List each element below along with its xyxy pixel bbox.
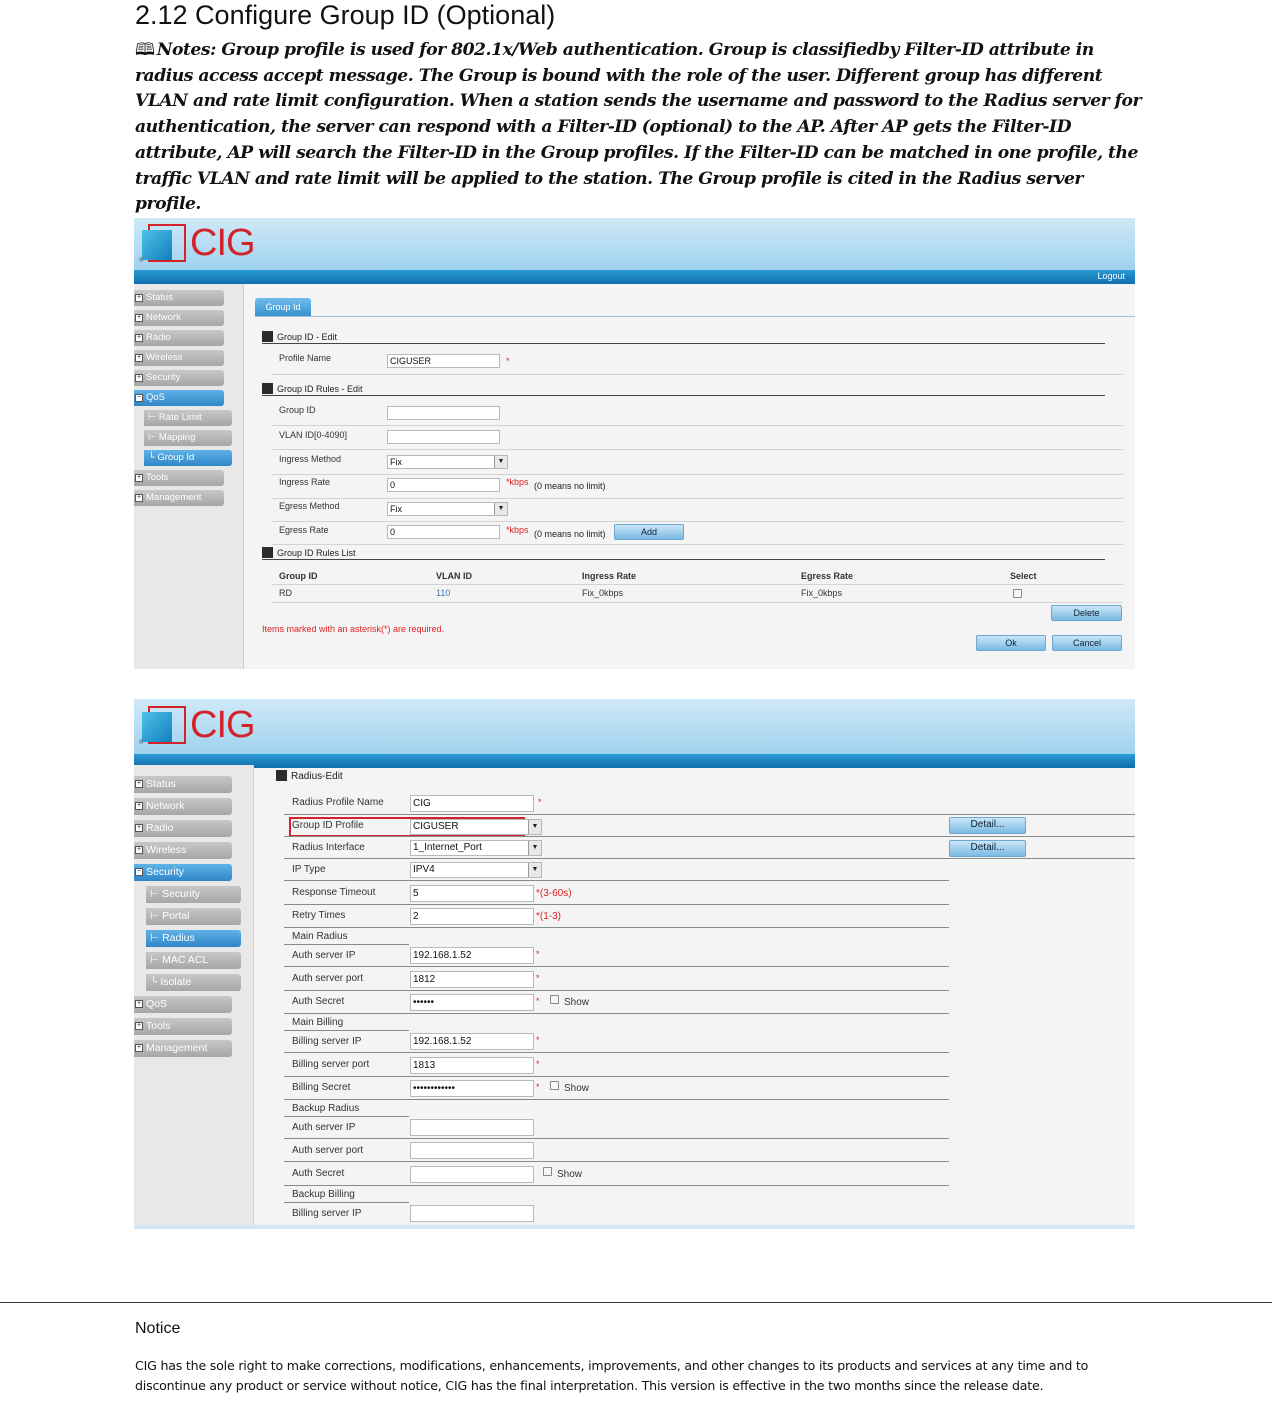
chevron-down-icon: ▼ <box>494 503 507 515</box>
sidebar-sub-mac-acl[interactable]: ⊢ MAC ACL <box>146 952 241 969</box>
required-note: Items marked with an asterisk(*) are required. <box>262 624 445 634</box>
footer-divider <box>0 1302 1272 1303</box>
top-nav-bar <box>134 754 1135 768</box>
chevron-down-icon: ▼ <box>528 841 541 855</box>
logout-link[interactable]: Logout <box>1097 271 1125 281</box>
top-nav-bar <box>134 270 1135 284</box>
header-banner <box>134 218 1135 270</box>
sidebar-item-qos[interactable]: + QoS <box>134 996 232 1013</box>
backup-auth-secret-label: Auth Secret <box>292 1168 345 1179</box>
chevron-down-icon: ▼ <box>528 863 541 877</box>
auth-server-ip-label: Auth server IP <box>292 950 356 961</box>
backup-auth-server-ip-input[interactable] <box>410 1119 534 1136</box>
group-id-input[interactable] <box>387 406 500 420</box>
billing-server-port-input[interactable]: 1813 <box>410 1057 534 1074</box>
backup-auth-secret-input[interactable] <box>410 1166 534 1183</box>
show-backup-auth-secret-checkbox[interactable] <box>543 1167 552 1176</box>
header-banner <box>134 699 1135 754</box>
backup-billing-server-ip-label: Billing server IP <box>292 1208 362 1219</box>
section-radius-edit: Radius-Edit <box>276 770 343 782</box>
sidebar-item-wireless[interactable]: + Wireless <box>134 350 224 366</box>
auth-server-port-input[interactable]: 1812 <box>410 971 534 988</box>
backup-auth-server-ip-label: Auth server IP <box>292 1122 356 1133</box>
radius-edit-screenshot: ® CIG + Status + Network + Radio + Wireless − Security ⊢ Security ⊢ Portal ⊢ Radius ⊢ MAC ACL └ Isolate + QoS + Tools + Management Radius-Edit Radius Profile Name CIG * Group ID Profile CIGUSER ▼ Detail... Radius Interface 1_Internet_Port ▼ Detail... IP Type IPV4 ▼ Response Timeout 5 *(3-60s) Retry Times 2 *(1-3) Main Radius Auth server IP 192.168.1.52 * Auth server port 1812 * Auth Secret •••••• * Show Main Billing Billing server IP 192.168.1.52 * Billing server port 1813 * Billing Secret •••••••••••• * Show Backup Radius Auth server IP Auth server port Auth Secret Show Backup Billing Billing server IP <box>134 699 1135 1229</box>
billing-secret-label: Billing Secret <box>292 1082 351 1093</box>
row-select-checkbox[interactable] <box>1013 589 1022 598</box>
main-billing-heading: Main Billing <box>292 1017 344 1028</box>
egress-rate-input[interactable]: 0 <box>387 525 500 539</box>
radius-profile-name-input[interactable]: CIG <box>410 795 534 812</box>
radius-interface-label: Radius Interface <box>292 842 365 853</box>
chevron-down-icon: ▼ <box>528 820 541 834</box>
egress-method-label: Egress Method <box>279 501 340 511</box>
ingress-method-label: Ingress Method <box>279 454 342 464</box>
radius-profile-name-label: Radius Profile Name <box>292 797 384 808</box>
notice-title: Notice <box>135 1320 181 1337</box>
egress-rate-label: Egress Rate <box>279 525 329 535</box>
vlan-id-label: VLAN ID[0-4090] <box>279 430 348 440</box>
cig-logo: ® CIG <box>139 704 255 746</box>
notice-text: CIG has the sole right to make corrections, modifications, enhancements, improvements, and other changes to its products and services at any time and to discontinue any product or service without notice, CIG has the final interpretation. This version is effective in the two months since the release date. <box>135 1358 1089 1393</box>
sidebar-item-status[interactable]: + Status <box>134 290 224 306</box>
egress-method-select[interactable]: Fix ▼ <box>387 502 508 516</box>
billing-server-ip-label: Billing server IP <box>292 1036 362 1047</box>
profile-name-label: Profile Name <box>279 353 332 363</box>
cancel-button[interactable]: Cancel <box>1052 635 1122 651</box>
notes-paragraph <box>135 38 1145 218</box>
ingress-method-select[interactable]: Fix ▼ <box>387 455 508 469</box>
group-id-profile-select[interactable]: CIGUSER ▼ <box>410 819 542 835</box>
backup-billing-heading: Backup Billing <box>292 1189 355 1200</box>
table-cell: 110 <box>436 588 451 598</box>
notes-text: Notes: Group profile is used for 802.1x/Web authentication. Group is classifiedby Filter-ID attribute in radius access accept message. The Group is bound with the role of the user. Different group has different VLAN and rate limit configuration. When a station sends the username and password to the Radius server for authentication, the server can respond with a Filter-ID (optional) to the AP. After AP gets the Filter-ID attribute, AP will search the Filter-ID in the Group profiles. If the Filter-ID can be matched in one profile, the traffic VLAN and rate limit will be applied to the station. The Group profile is cited in the Radius server profile. <box>135 40 1142 215</box>
group-id-profile-label: Group ID Profile <box>292 820 364 831</box>
sidebar-item-status[interactable]: + Status <box>134 776 232 793</box>
sidebar-item-radio[interactable]: + Radio <box>134 330 224 346</box>
auth-secret-label: Auth Secret <box>292 996 345 1007</box>
auth-server-ip-input[interactable]: 192.168.1.52 <box>410 947 534 964</box>
add-button[interactable]: Add <box>614 524 684 540</box>
column-header: Ingress Rate <box>582 571 637 581</box>
table-cell: Fix_0kbps <box>582 588 624 598</box>
chevron-down-icon: ▼ <box>494 456 507 468</box>
sidebar-item-security[interactable]: − Security <box>134 864 232 881</box>
group-id-label: Group ID <box>279 405 316 415</box>
ok-button[interactable]: Ok <box>976 635 1046 651</box>
radius-interface-select[interactable]: 1_Internet_Port ▼ <box>410 840 542 856</box>
interface-detail-button[interactable]: Detail... <box>949 840 1026 857</box>
retry-times-label: Retry Times <box>292 910 346 921</box>
sidebar-sub-group-id[interactable]: └ Group Id <box>144 450 232 466</box>
profile-name-input[interactable]: CIGUSER <box>387 354 500 368</box>
column-header: Egress Rate <box>801 571 854 581</box>
retry-times-input[interactable]: 2 <box>410 908 534 925</box>
delete-button[interactable]: Delete <box>1051 605 1122 621</box>
group-profile-detail-button[interactable]: Detail... <box>949 817 1026 834</box>
auth-server-port-label: Auth server port <box>292 973 364 984</box>
backup-auth-server-port-label: Auth server port <box>292 1145 364 1156</box>
sidebar-item-network[interactable]: + Network <box>134 310 224 326</box>
section-group-id-edit: Group ID - Edit <box>262 331 337 342</box>
sidebar-sub-mapping[interactable]: ⊢ Mapping <box>144 430 232 446</box>
billing-secret-input[interactable]: •••••••••••• <box>410 1080 534 1097</box>
table-cell: Fix_0kbps <box>801 588 843 598</box>
auth-secret-input[interactable]: •••••• <box>410 994 534 1011</box>
sidebar-item-management[interactable]: + Management <box>134 490 224 506</box>
sidebar-sub-portal[interactable]: ⊢ Portal <box>146 908 241 925</box>
section-group-id-rules-edit: Group ID Rules - Edit <box>262 383 363 394</box>
sidebar-item-network[interactable]: + Network <box>134 798 232 815</box>
response-timeout-input[interactable]: 5 <box>410 885 534 902</box>
column-header: Group ID <box>279 571 318 581</box>
sidebar-item-radio[interactable]: + Radio <box>134 820 232 837</box>
table-cell: RD <box>279 588 292 598</box>
backup-radius-heading: Backup Radius <box>292 1103 360 1114</box>
cig-logo: ® CIG <box>139 222 255 264</box>
sidebar-item-qos[interactable]: − QoS <box>134 390 224 406</box>
sidebar-sub-security[interactable]: ⊢ Security <box>146 886 241 903</box>
response-timeout-label: Response Timeout <box>292 887 376 898</box>
ip-type-label: IP Type <box>292 864 326 875</box>
tab-group-id[interactable]: Group Id <box>255 298 311 316</box>
ingress-rate-input[interactable]: 0 <box>387 478 500 492</box>
backup-billing-server-ip-input[interactable] <box>410 1205 534 1222</box>
sidebar-sub-isolate[interactable]: └ Isolate <box>146 974 241 991</box>
show-auth-secret-checkbox[interactable] <box>550 995 559 1004</box>
section-group-id-rules-list: Group ID Rules List <box>262 547 356 558</box>
column-header: Select <box>1010 571 1037 581</box>
billing-server-port-label: Billing server port <box>292 1059 370 1070</box>
billing-server-ip-input[interactable]: 192.168.1.52 <box>410 1033 534 1050</box>
show-billing-secret-checkbox[interactable] <box>550 1081 559 1090</box>
column-header: VLAN ID <box>436 571 472 581</box>
ip-type-select[interactable]: IPV4 ▼ <box>410 862 542 878</box>
sidebar-item-tools[interactable]: + Tools <box>134 470 224 486</box>
group-id-screenshot: ® CIG Logout + Status + Network + Radio + Wireless + Security − QoS ⊢ Rate Limit ⊢ Mapping └ Group Id + Tools + Management Group Id Group ID - Edit Profile Name CIGUSER * Group ID Rules - Edit Group ID VLAN ID[0-4090] Ingress Method Fix ▼ Ingress Rate 0 *kbps (0 means no limit) Egress Method Fix ▼ Egress Rate 0 *kbps (0 means no limit) Add Group ID Rules List Group ID VLAN ID Ingress Rate Egress Rate Select RD 110 Fix_0kbps Fix_0kbps Delete Items marked with an asterisk(*) are required. Ok Cancel <box>134 218 1135 669</box>
main-radius-heading: Main Radius <box>292 931 348 942</box>
sidebar-item-wireless[interactable]: + Wireless <box>134 842 232 859</box>
vlan-id-input[interactable] <box>387 430 500 444</box>
sidebar-item-management[interactable]: + Management <box>134 1040 232 1057</box>
book-icon: 🕮 <box>135 40 155 60</box>
sidebar-sub-radius[interactable]: ⊢ Radius <box>146 930 241 947</box>
page-heading: 2.12 Configure Group ID (Optional) <box>135 0 556 30</box>
sidebar-item-tools[interactable]: + Tools <box>134 1018 232 1035</box>
backup-auth-server-port-input[interactable] <box>410 1142 534 1159</box>
sidebar-sub-rate-limit[interactable]: ⊢ Rate Limit <box>144 410 232 426</box>
sidebar-item-security[interactable]: + Security <box>134 370 224 386</box>
ingress-rate-label: Ingress Rate <box>279 477 331 487</box>
